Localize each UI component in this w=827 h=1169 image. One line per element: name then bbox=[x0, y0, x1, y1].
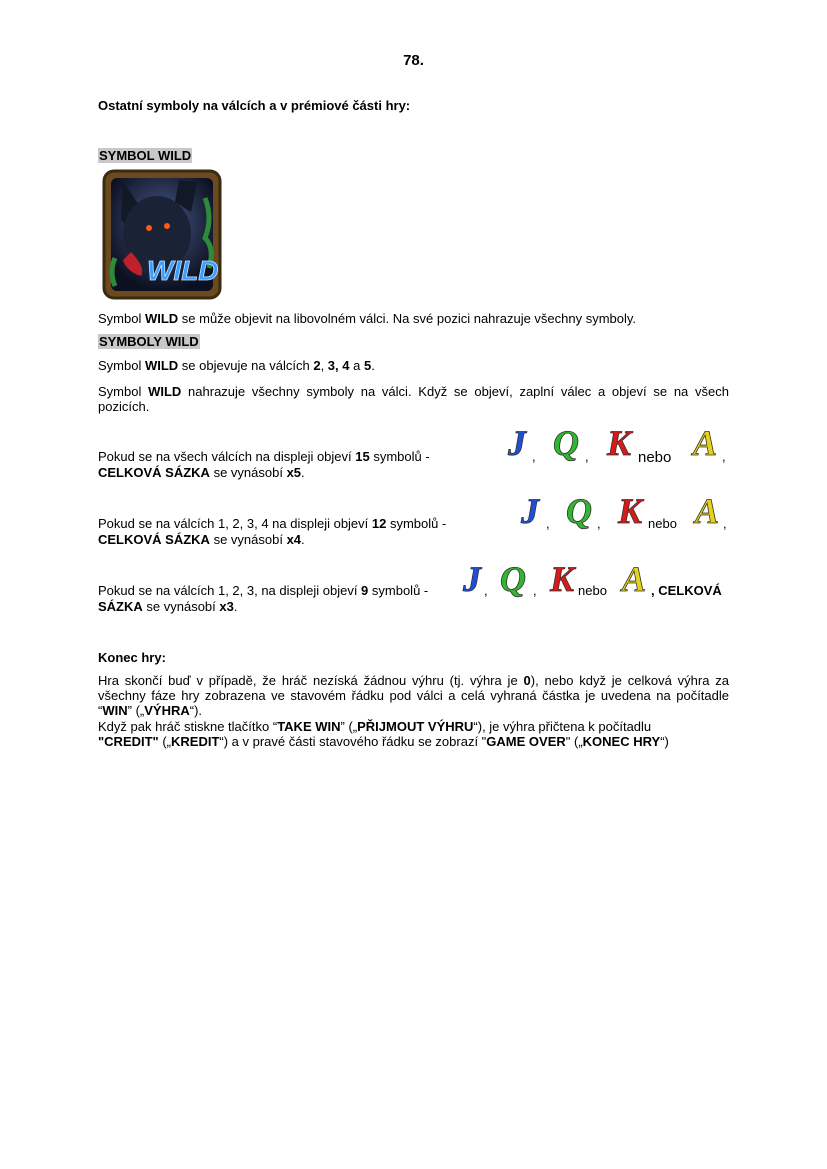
separator-comma-r9-0: , bbox=[484, 583, 488, 598]
rule-9-bold-end: , CELKOVÁ bbox=[651, 583, 722, 598]
svg-text:J: J bbox=[508, 423, 526, 462]
separator-nebo-r12-2: nebo bbox=[648, 516, 677, 531]
end-paragraph-2: Když pak hráč stiskne tlačítko “TAKE WIN” („PŘIJMOUT VÝHRU“), je výhra přičtena k počítadlu "CREDIT" („KREDIT“) a v pravé části stavového řádku se zobrazí "GAME OVER" („KONEC HRY“) bbox=[98, 719, 669, 749]
wild-description: Symbol WILD se může objevit na libovolném válci. Na své pozici nahrazuje všechny symboly. bbox=[98, 311, 637, 326]
svg-text:A: A bbox=[694, 491, 720, 530]
symbol-k-r15 bbox=[602, 422, 636, 462]
svg-text:K: K bbox=[617, 491, 643, 530]
rule-12-line2: CELKOVÁ SÁZKA se vynásobí x4. bbox=[98, 532, 305, 547]
wilds-reels-line: Symbol WILD se objevuje na válcích 2, 3, 4 a 5. bbox=[98, 358, 375, 373]
rule-12-line1: Pokud se na válcích 1, 2, 3, 4 na displeji objeví 12 symbolů - bbox=[98, 516, 447, 531]
wilds-substitute-line: Symbol WILD nahrazuje všechny symboly na válci. Když se objeví, zaplní válec a objeví se na všech pozicích. bbox=[98, 384, 729, 414]
svg-text:J: J bbox=[463, 559, 481, 598]
separator-comma-r15-1: , bbox=[585, 449, 589, 464]
separator-comma-r12-0: , bbox=[546, 516, 550, 531]
symbol-q-r9 bbox=[496, 558, 530, 598]
wilds-heading: SYMBOLY WILD bbox=[99, 334, 199, 349]
rule-9-line2: SÁZKA se vynásobí x3. bbox=[98, 599, 238, 614]
svg-text:K: K bbox=[549, 559, 575, 598]
symbol-j-r15 bbox=[500, 422, 534, 462]
symbol-k-r9 bbox=[545, 558, 579, 598]
svg-text:K: K bbox=[606, 423, 632, 462]
svg-text:A: A bbox=[692, 423, 718, 462]
separator-nebo-r9-2: nebo bbox=[578, 583, 607, 598]
rule-15-line1: Pokud se na všech válcích na displeji objeví 15 symbolů - bbox=[98, 449, 430, 464]
page-number: 78. bbox=[403, 52, 424, 69]
rule-15-line2: CELKOVÁ SÁZKA se vynásobí x5. bbox=[98, 465, 305, 480]
separator-comma-r12-3: , bbox=[723, 516, 727, 531]
symbol-j-r12 bbox=[513, 490, 547, 530]
svg-text:Q: Q bbox=[566, 491, 592, 530]
symbol-q-r12 bbox=[562, 490, 596, 530]
svg-text:WILD: WILD bbox=[147, 255, 219, 286]
end-heading: Konec hry: bbox=[98, 650, 166, 665]
svg-text:J: J bbox=[521, 491, 539, 530]
separator-nebo-r15-2: nebo bbox=[638, 449, 672, 466]
rule-9-line1: Pokud se na válcích 1, 2, 3, na displeji objeví 9 symbolů - bbox=[98, 583, 429, 598]
wild-heading: SYMBOL WILD bbox=[99, 148, 192, 163]
symbol-a-r9 bbox=[617, 558, 651, 598]
separator-comma-r15-3: , bbox=[722, 449, 726, 464]
separator-comma-r15-0: , bbox=[532, 449, 536, 464]
separator-comma-r12-1: , bbox=[597, 516, 601, 531]
svg-text:A: A bbox=[621, 559, 647, 598]
wolf-wild-symbol-image bbox=[101, 168, 223, 301]
symbol-k-r12 bbox=[613, 490, 647, 530]
svg-text:Q: Q bbox=[500, 559, 526, 598]
separator-comma-r9-1: , bbox=[533, 583, 537, 598]
section-title: Ostatní symboly na válcích a v prémiové části hry: bbox=[98, 98, 411, 113]
end-paragraph-1: Hra skončí buď v případě, že hráč nezíská žádnou výhru (tj. výhra je 0), nebo když je celková výhra za všechny fáze hry zobrazena ve stavovém řádku pod válci a celá vyhraná částka je uvedena na počítadle “WIN” („VÝHRA“). bbox=[98, 673, 729, 718]
symbol-a-r12 bbox=[690, 490, 724, 530]
svg-text:Q: Q bbox=[553, 423, 579, 462]
symbol-q-r15 bbox=[549, 422, 583, 462]
symbol-a-r15 bbox=[688, 422, 722, 462]
